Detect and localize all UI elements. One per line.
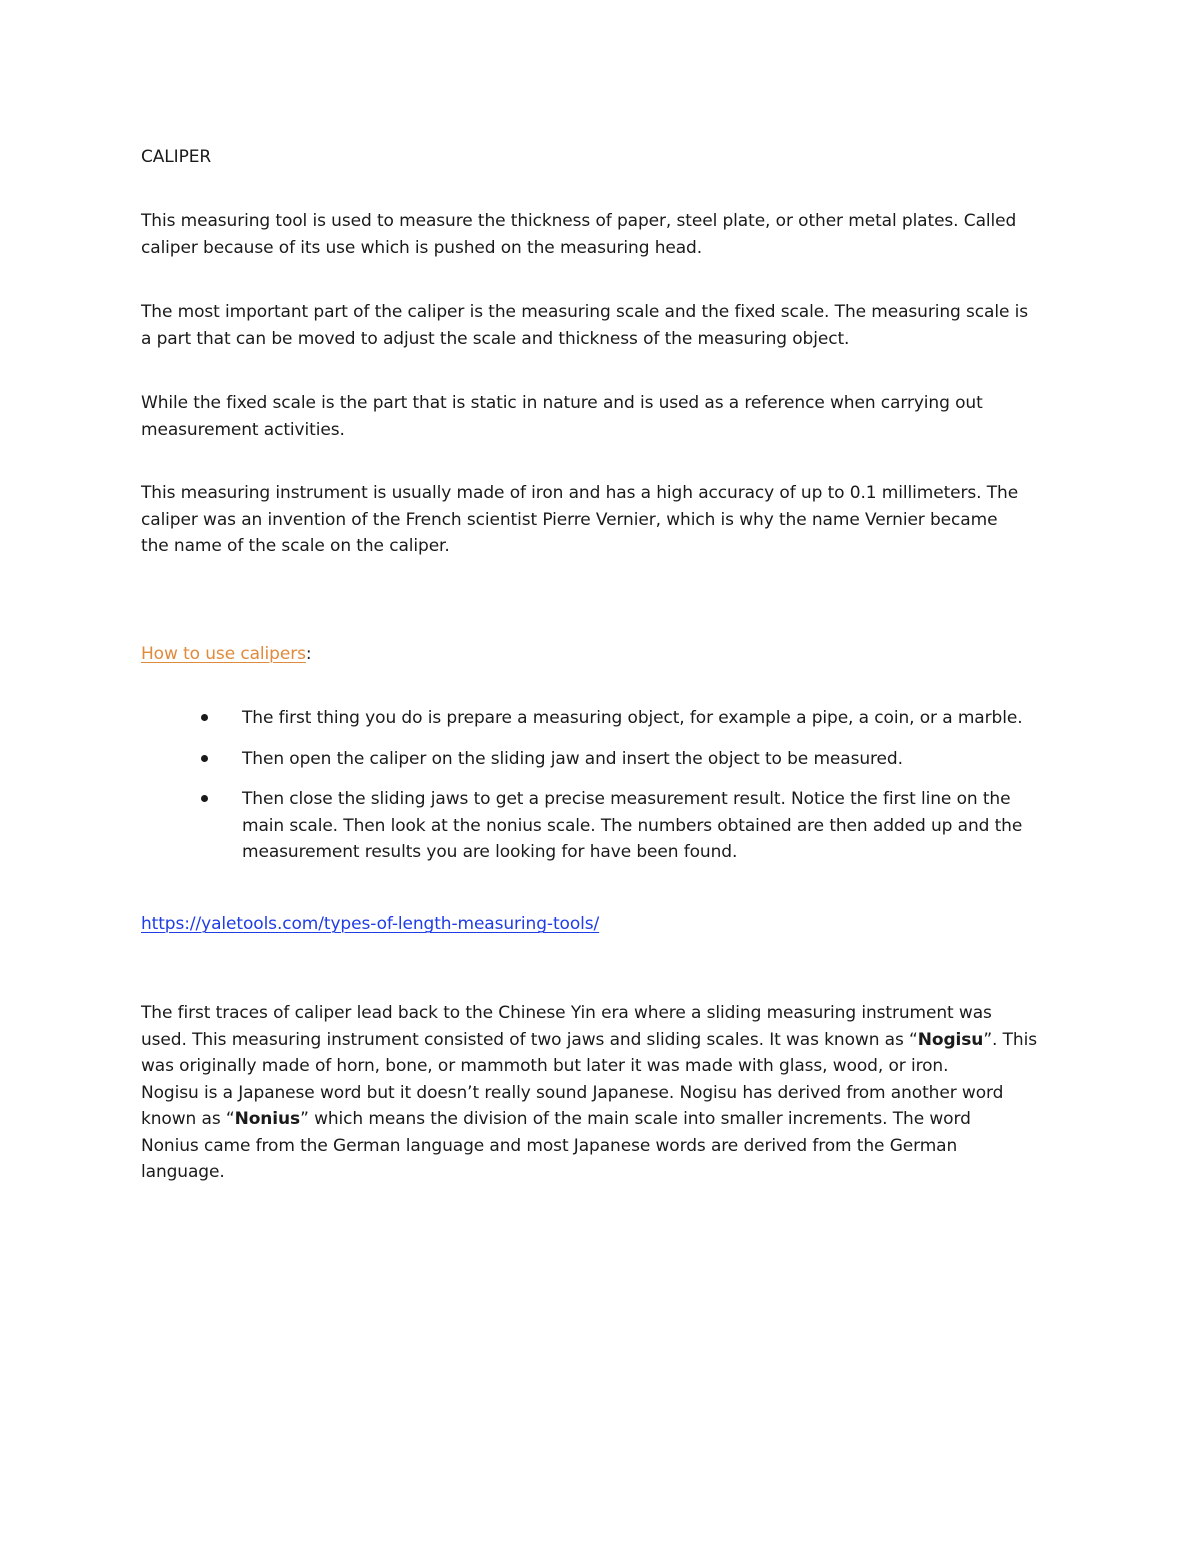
how-to-use-calipers-link[interactable]: How to use calipers: [141, 644, 306, 664]
source-link-paragraph: [141, 911, 599, 938]
paragraph-line: was originally made of horn, bone, or mammoth but later it was made with glass, wood, or iron.: [141, 1056, 949, 1076]
list-item-line: The first thing you do is prepare a measuring object, for example a pipe, a coin, or a marble.: [242, 708, 1023, 728]
paragraph-line: [141, 1027, 1037, 1054]
paragraph-line: [141, 1106, 1037, 1133]
paragraph-intro: [141, 208, 1016, 261]
list-item-line: Then close the sliding jaws to get a precise measurement result. Notice the first line on the: [242, 789, 1011, 809]
how-to-heading: [141, 641, 312, 668]
paragraph-line: the name of the scale on the caliper.: [141, 536, 450, 556]
how-to-heading-colon: :: [305, 644, 312, 664]
paragraph-line: This measuring instrument is usually made of iron and has a high accuracy of up to 0.1 millimeters. The: [141, 483, 1019, 503]
document-page: [141, 0, 1081, 1553]
paragraph-line: language.: [141, 1162, 225, 1182]
paragraph-important-parts: [141, 299, 1028, 352]
paragraph-line: This measuring tool is used to measure the thickness of paper, steel plate, or other metal plates. Called: [141, 211, 1017, 231]
bullet-icon: [201, 795, 208, 802]
paragraph-line: The most important part of the caliper is the measuring scale and the fixed scale. The measuring scale is: [141, 302, 1029, 322]
paragraph-fixed-scale: [141, 390, 983, 443]
paragraph-line: caliper because of its use which is pushed on the measuring head.: [141, 237, 703, 258]
history-text: used. This measuring instrument consisted of two jaws and sliding scales. It was known as “: [141, 1029, 918, 1050]
paragraph-line: caliper was an invention of the French scientist Pierre Vernier, which is why the name Vernier became: [141, 509, 998, 530]
paragraph-line: Nogisu is a Japanese word but it doesn’t really sound Japanese. Nogisu has derived from another word: [141, 1082, 1004, 1103]
history-text: ” which means the division of the main scale into smaller increments. The word: [300, 1109, 971, 1129]
paragraph-line: a part that can be moved to adjust the scale and thickness of the measuring object.: [141, 328, 850, 349]
bullet-icon: [201, 714, 208, 721]
nogisu-term: Nogisu: [917, 1029, 984, 1050]
paragraph-accuracy: [141, 480, 1018, 560]
paragraph-line: While the fixed scale is the part that is static in nature and is used as a reference when carrying out: [141, 393, 983, 413]
document-title: CALIPER: [141, 147, 212, 167]
list-item-line: main scale. Then look at the nonius scale. The numbers obtained are then added up and the: [242, 815, 1023, 836]
paragraph-line: Nonius came from the German language and most Japanese words are derived from the German: [141, 1135, 958, 1156]
nonius-term: Nonius: [234, 1109, 301, 1129]
paragraph-line: The first traces of caliper lead back to the Chinese Yin era where a sliding measuring instrument was: [141, 1003, 992, 1023]
paragraph-line: measurement activities.: [141, 419, 345, 440]
paragraph-history: [141, 1000, 1037, 1186]
list-item-line: measurement results you are looking for have been found.: [242, 842, 738, 862]
list-item-line: Then open the caliper on the sliding jaw and insert the object to be measured.: [242, 748, 903, 769]
list-item: [201, 786, 1023, 866]
bullet-icon: [201, 755, 208, 762]
history-text: known as “: [141, 1109, 235, 1129]
steps-list: [201, 705, 1023, 866]
list-item: [201, 746, 1023, 773]
source-link[interactable]: https://yaletools.com/types-of-length-measuring-tools/: [141, 914, 600, 934]
history-text: ”. This: [983, 1029, 1037, 1050]
list-item: [201, 705, 1023, 732]
